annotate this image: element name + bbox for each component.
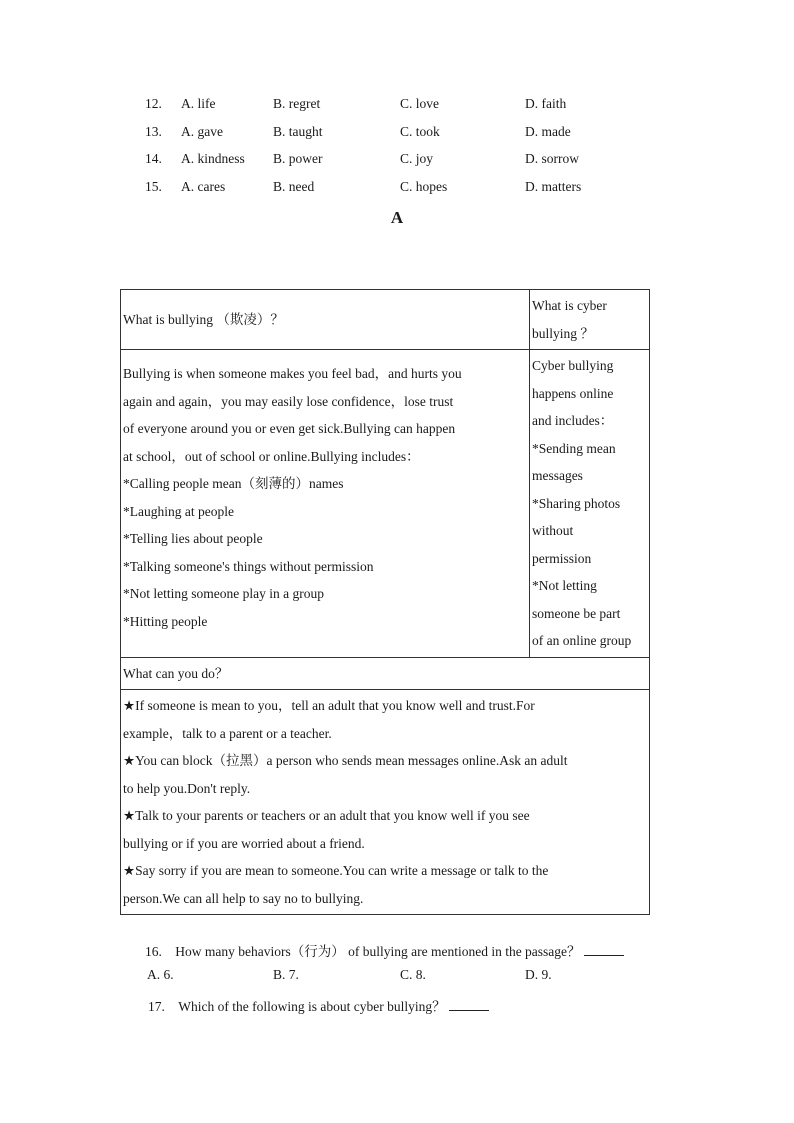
option-c: C. hopes <box>400 179 448 194</box>
answer-blank[interactable] <box>584 943 624 956</box>
heading-line: bullying ？ <box>531 325 594 341</box>
section-title: A <box>390 208 404 227</box>
option-row-14 <box>0 151 794 173</box>
text-line: bullying or if you are worried about a friend. <box>123 835 365 851</box>
bullying-info-table <box>120 289 650 915</box>
text-line: example，talk to a parent or a teacher. <box>123 725 332 741</box>
text-line: *Not letting <box>531 578 597 593</box>
option-row-12 <box>0 96 794 118</box>
text-line: *Not letting someone play in a group <box>123 586 324 601</box>
text-line: permission <box>531 550 592 566</box>
text-line: to help you.Don't reply. <box>123 780 251 796</box>
text-line: Bullying is when someone makes you feel bad，and hurts you <box>123 366 462 381</box>
option-c: C. love <box>400 96 439 111</box>
text-line: ★Talk to your parents or teachers or an adult that you know well if you see <box>123 808 530 823</box>
question-text: How many behaviors（行为） of bullying are mentioned in the passage？ <box>175 944 581 959</box>
option-row-15 <box>0 179 794 201</box>
question-16-options <box>0 967 794 989</box>
text-line: ★If someone is mean to you，tell an adult that you know well and trust.For <box>123 698 535 713</box>
text-line: without <box>531 523 574 538</box>
text-line: *Sharing photos <box>531 495 621 511</box>
option-a: A. gave <box>181 124 223 139</box>
heading-line: What is cyber <box>531 298 607 313</box>
table-advice-row <box>121 690 650 915</box>
option-d: D. faith <box>525 96 567 111</box>
question-number: 14. <box>145 151 162 166</box>
cyber-bullying-description <box>529 350 649 658</box>
question-number: 16. <box>145 944 162 959</box>
text-line: ★You can block（拉黑）a person who sends mean messages online.Ask an adult <box>123 753 568 768</box>
question-16 <box>145 940 624 960</box>
text-line: ★Say sorry if you are mean to someone.You can write a message or talk to the <box>123 863 549 878</box>
question-17 <box>148 995 489 1015</box>
what-is-cyber-bullying-heading <box>529 290 649 350</box>
text-line: *Sending mean <box>531 440 616 456</box>
question-number: 13. <box>145 124 162 139</box>
question-number: 12. <box>145 96 162 111</box>
text-line: *Calling people mean（刻薄的）names <box>123 476 344 491</box>
text-line: of an online group <box>531 633 632 648</box>
text-line: Cyber bullying <box>531 358 614 373</box>
text-line: messages <box>531 468 583 483</box>
text-line: someone be part <box>531 605 621 621</box>
table-content-row <box>121 350 650 658</box>
option-a: A. kindness <box>181 151 245 166</box>
advice-list <box>121 690 650 915</box>
option-a: A. cares <box>181 179 226 194</box>
option-b: B. need <box>273 179 315 194</box>
what-can-you-do-heading: What can you do？ <box>121 657 650 690</box>
text-line: again and again，you may easily lose confidence，lose trust <box>123 393 454 409</box>
question-text: Which of the following is about cyber bullying？ <box>178 999 446 1014</box>
question-number: 15. <box>145 179 162 194</box>
option-c: C. joy <box>400 151 434 166</box>
bullying-description <box>121 350 530 658</box>
text-line: person.We can all help to say no to bullying. <box>123 890 364 906</box>
option-d: D. 9. <box>525 967 552 982</box>
text-line: *Laughing at people <box>123 503 234 519</box>
option-a: A. 6. <box>147 967 174 982</box>
table-header-row <box>121 290 650 350</box>
text-line: at school，out of school or online.Bullying includes： <box>123 448 420 464</box>
option-a: A. life <box>181 96 216 111</box>
answer-blank[interactable] <box>449 998 489 1011</box>
option-c: C. 8. <box>400 967 426 982</box>
text-line: and includes： <box>531 413 614 428</box>
option-c: C. took <box>400 124 440 139</box>
option-d: D. sorrow <box>525 151 579 166</box>
option-b: B. 7. <box>273 967 299 982</box>
option-d: D. matters <box>525 179 582 194</box>
text-line: *Hitting people <box>123 613 208 629</box>
option-b: B. regret <box>273 96 321 111</box>
text-line: *Telling lies about people <box>123 531 263 546</box>
table-question-row <box>121 657 650 690</box>
text-line: of everyone around you or even get sick.Bullying can happen <box>123 421 456 436</box>
option-row-13 <box>0 124 794 146</box>
text-line: happens online <box>531 385 614 401</box>
what-is-bullying-heading: What is bullying （欺凌）？ <box>121 290 530 350</box>
text-line: *Talking someone's things without permission <box>123 558 374 574</box>
option-b: B. power <box>273 151 323 166</box>
option-b: B. taught <box>273 124 323 139</box>
question-number: 17. <box>148 999 165 1014</box>
option-d: D. made <box>525 124 571 139</box>
